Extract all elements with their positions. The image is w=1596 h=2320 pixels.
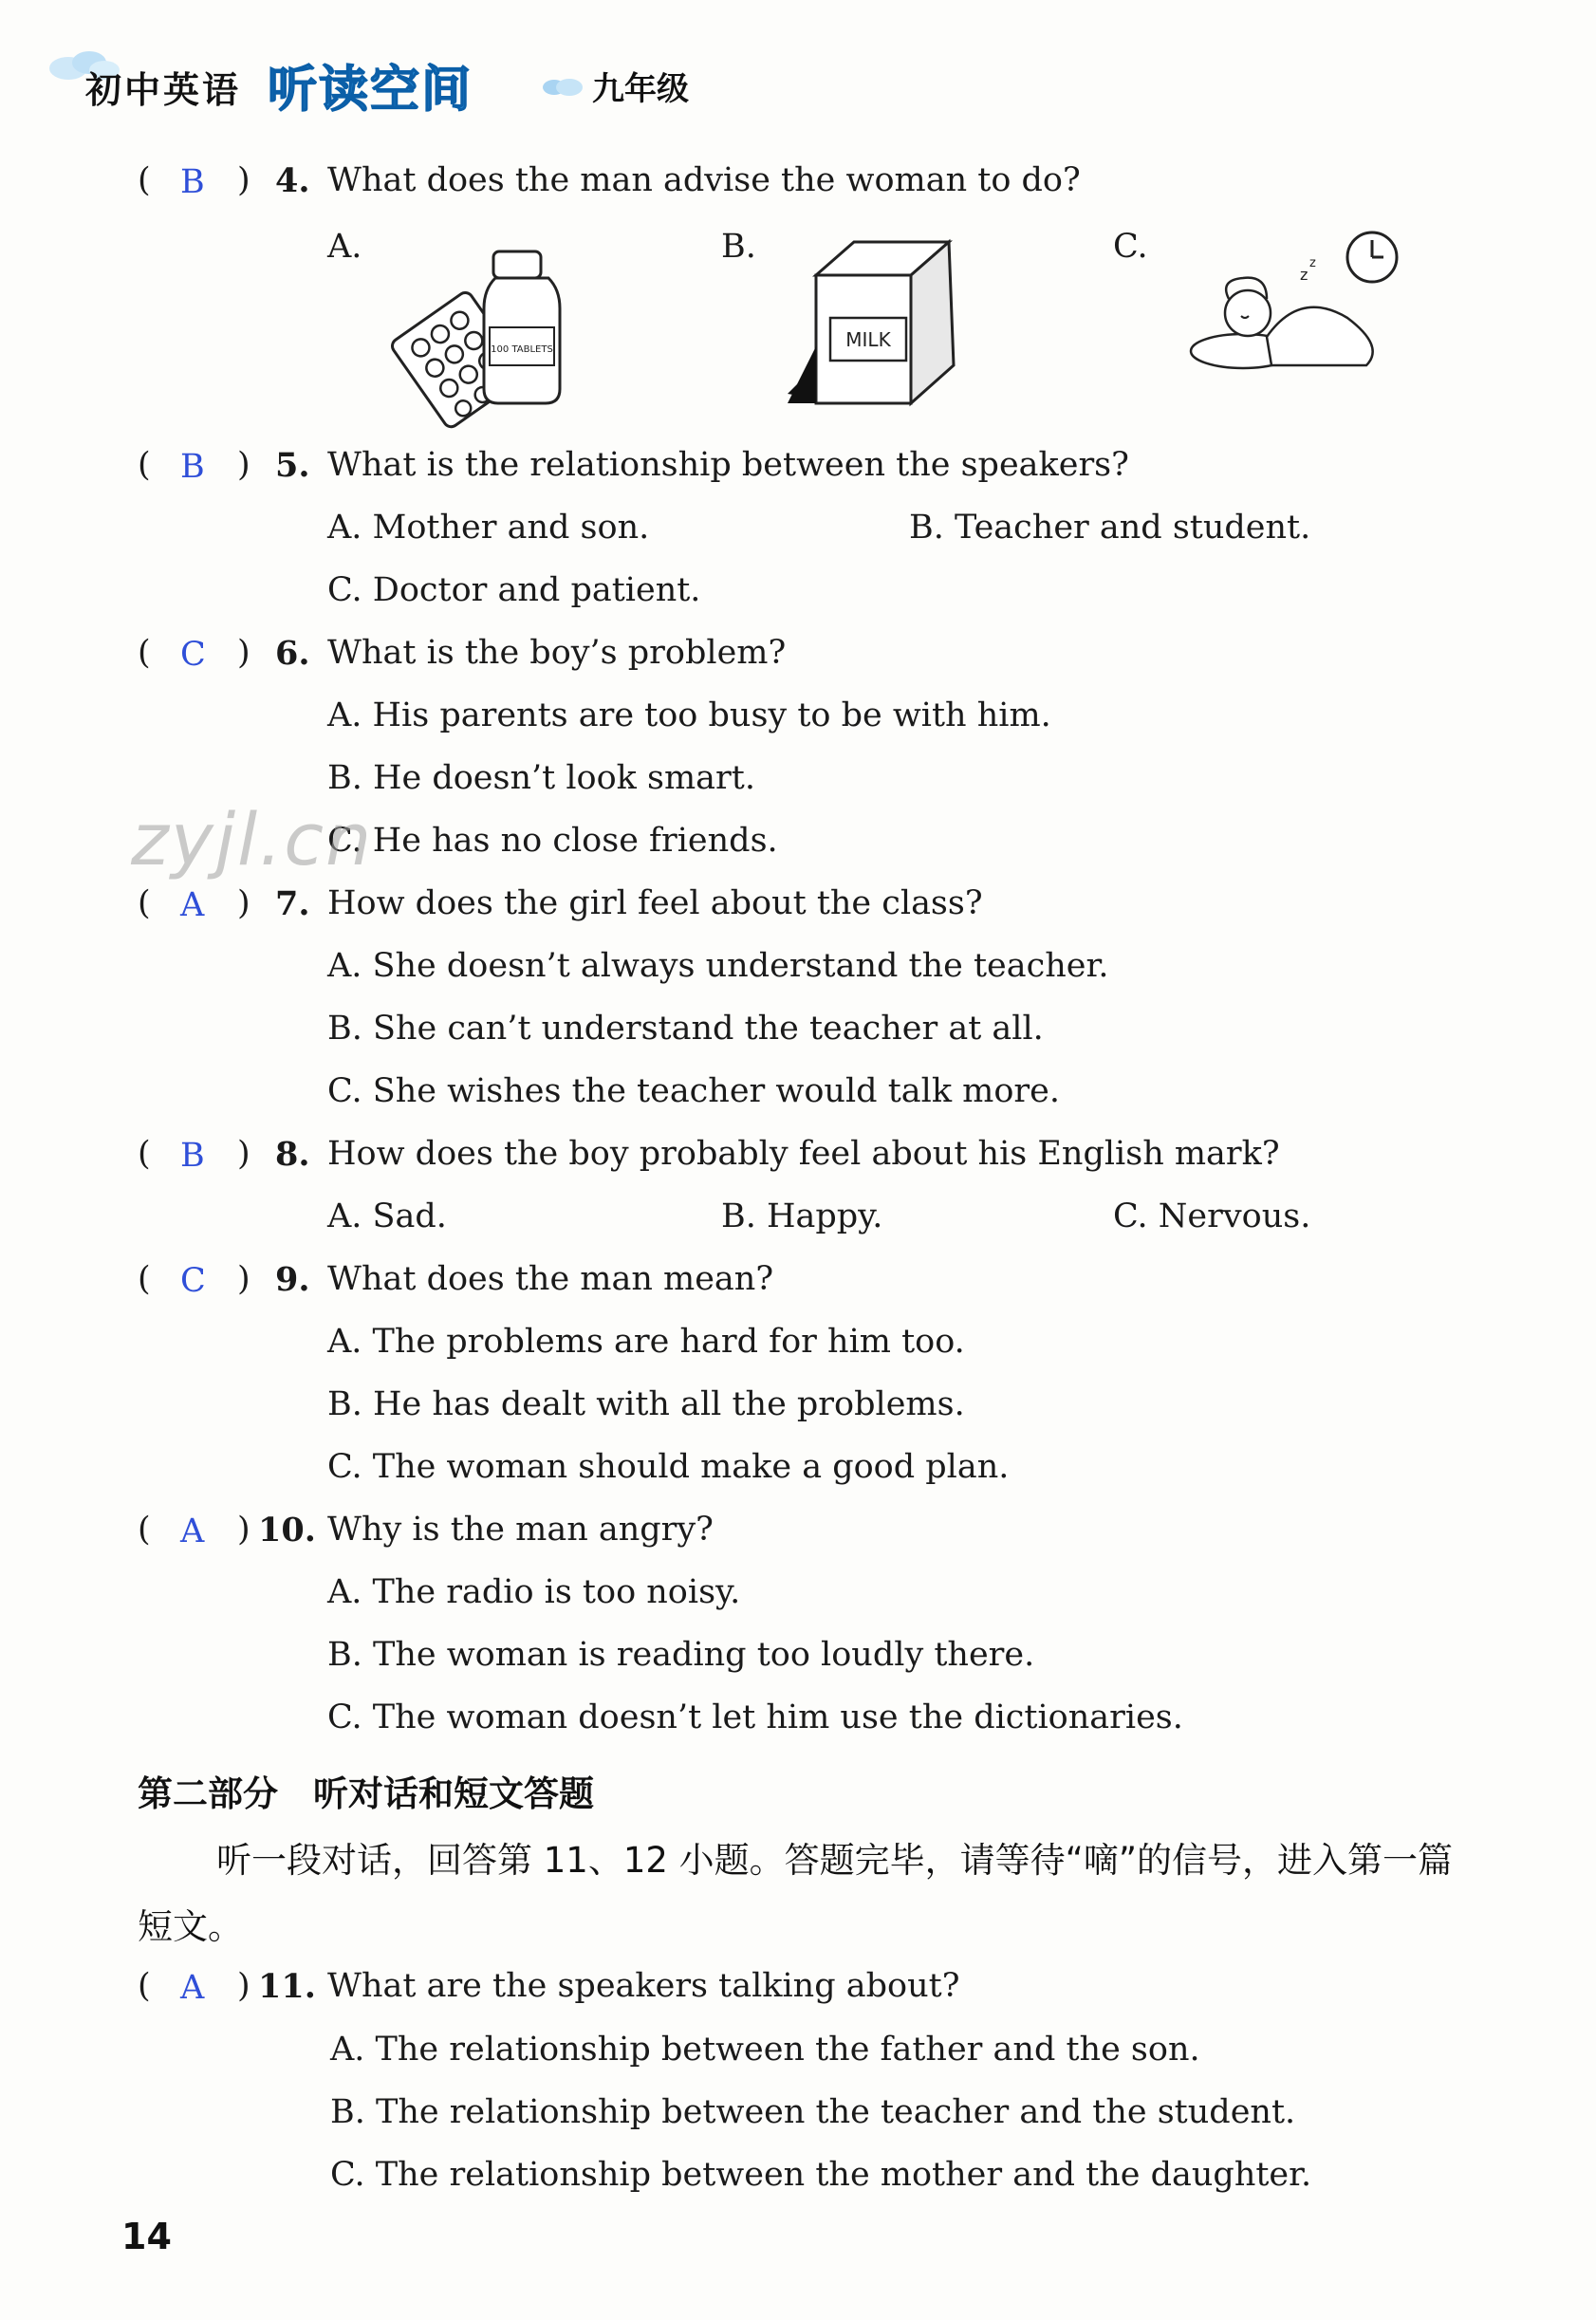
question-stem: How does the girl feel about the class? — [327, 884, 983, 922]
option-a: A. The problems are hard for him too. — [327, 1323, 965, 1361]
watermark: zyjl.cn — [131, 797, 374, 882]
section-instruction: 听一段对话，回答第 11、12 小题。答题完毕，请等待“嘀”的信号，进入第一篇 — [216, 1840, 1454, 1881]
question-5 — [0, 446, 1596, 493]
answer-letter: A — [180, 1969, 205, 2007]
question-9 — [0, 1260, 1596, 1308]
option-b: B. He doesn’t look smart. — [327, 759, 755, 797]
section-title: 第二部分 听对话和短文答题 — [138, 1773, 594, 1814]
question-stem: What is the relationship between the speakers? — [327, 446, 1129, 484]
grade-label: 九年级 — [592, 70, 689, 108]
option-a: A. Mother and son. — [327, 509, 650, 547]
answer-letter: B — [180, 1137, 205, 1175]
question-stem: What does the man advise the woman to do? — [327, 161, 1081, 199]
question-11 — [0, 1967, 1596, 2014]
answer-letter: A — [180, 886, 205, 924]
paren-right: ) — [237, 161, 251, 199]
option-b: B. The woman is reading too loudly there. — [327, 1636, 1035, 1674]
answer-letter: A — [180, 1513, 205, 1550]
question-number: 10. — [258, 1511, 316, 1550]
question-number: 11. — [258, 1967, 316, 2006]
question-7 — [0, 884, 1596, 932]
question-number: 5. — [275, 446, 310, 485]
question-10 — [0, 1511, 1596, 1558]
cloud-dot-icon — [541, 76, 585, 99]
option-a: A. His parents are too busy to be with him. — [327, 696, 1051, 734]
option-b: B. She can’t understand the teacher at all. — [327, 1010, 1044, 1048]
paren-right: ) — [237, 446, 251, 484]
question-number: 4. — [275, 161, 310, 200]
question-4 — [0, 161, 1596, 209]
option-a: A. The radio is too noisy. — [327, 1573, 741, 1611]
option-a-label: A. — [327, 228, 362, 266]
paren-left: ( — [138, 161, 151, 199]
paren-left: ( — [138, 634, 151, 672]
option-b: B. Happy. — [721, 1197, 883, 1235]
paren-right: ) — [237, 634, 251, 672]
option-c: C. Doctor and patient. — [327, 571, 701, 609]
option-a: A. Sad. — [327, 1197, 447, 1235]
option-c-label: C. — [1113, 228, 1148, 266]
page-header — [47, 42, 750, 137]
paren-left: ( — [138, 446, 151, 484]
brand-logo: 听读空间 — [268, 62, 473, 119]
option-c: C. The woman doesn’t let him use the dictionaries. — [327, 1698, 1183, 1736]
girl-sleeping-icon — [1177, 223, 1414, 384]
page-number: 14 — [121, 2216, 172, 2257]
paren-left: ( — [138, 884, 151, 922]
milk-carton-icon — [778, 223, 987, 413]
answer-letter: C — [180, 636, 206, 674]
option-b: B. The relationship between the teacher and the student. — [330, 2093, 1296, 2131]
option-c: C. He has no close friends. — [327, 822, 778, 860]
svg-text:z: z — [1309, 256, 1316, 270]
option-b-label: B. — [721, 228, 756, 266]
paren-left: ( — [138, 1260, 151, 1298]
question-stem: Why is the man angry? — [327, 1511, 714, 1549]
paren-left: ( — [138, 1135, 151, 1173]
question-number: 8. — [275, 1135, 310, 1174]
question-number: 6. — [275, 634, 310, 673]
option-c: C. The woman should make a good plan. — [327, 1448, 1010, 1486]
paren-left: ( — [138, 1967, 151, 2005]
answer-letter: C — [180, 1262, 206, 1300]
question-stem: What does the man mean? — [327, 1260, 774, 1298]
paren-right: ) — [237, 1967, 251, 2005]
question-8 — [0, 1135, 1596, 1182]
answer-letter: B — [180, 448, 205, 486]
option-b: B. Teacher and student. — [909, 509, 1311, 547]
question-stem: What is the boy’s problem? — [327, 634, 787, 672]
option-c: C. The relationship between the mother and the daughter. — [330, 2156, 1312, 2194]
option-c: C. She wishes the teacher would talk more. — [327, 1072, 1060, 1110]
question-stem: How does the boy probably feel about his English mark? — [327, 1135, 1280, 1173]
carton-label: MILK — [845, 328, 891, 351]
question-6 — [0, 634, 1596, 681]
option-a: A. The relationship between the father and the son. — [330, 2031, 1200, 2069]
paren-right: ) — [237, 1260, 251, 1298]
pills-and-bottle-icon — [389, 223, 598, 432]
question-number: 7. — [275, 884, 310, 923]
question-number: 9. — [275, 1260, 310, 1299]
svg-text:z: z — [1300, 266, 1308, 284]
paren-right: ) — [237, 1511, 251, 1549]
option-a: A. She doesn’t always understand the teacher. — [327, 947, 1109, 985]
option-c: C. Nervous. — [1113, 1197, 1311, 1235]
question-stem: What are the speakers talking about? — [327, 1967, 960, 2005]
paren-right: ) — [237, 1135, 251, 1173]
section-instruction-cont: 短文。 — [138, 1906, 243, 1947]
brand-subject: 初中英语 — [85, 69, 242, 111]
bottle-label: 100 TABLETS — [491, 344, 553, 355]
option-b: B. He has dealt with all the problems. — [327, 1385, 965, 1423]
paren-left: ( — [138, 1511, 151, 1549]
paren-right: ) — [237, 884, 251, 922]
answer-letter: B — [180, 163, 205, 201]
